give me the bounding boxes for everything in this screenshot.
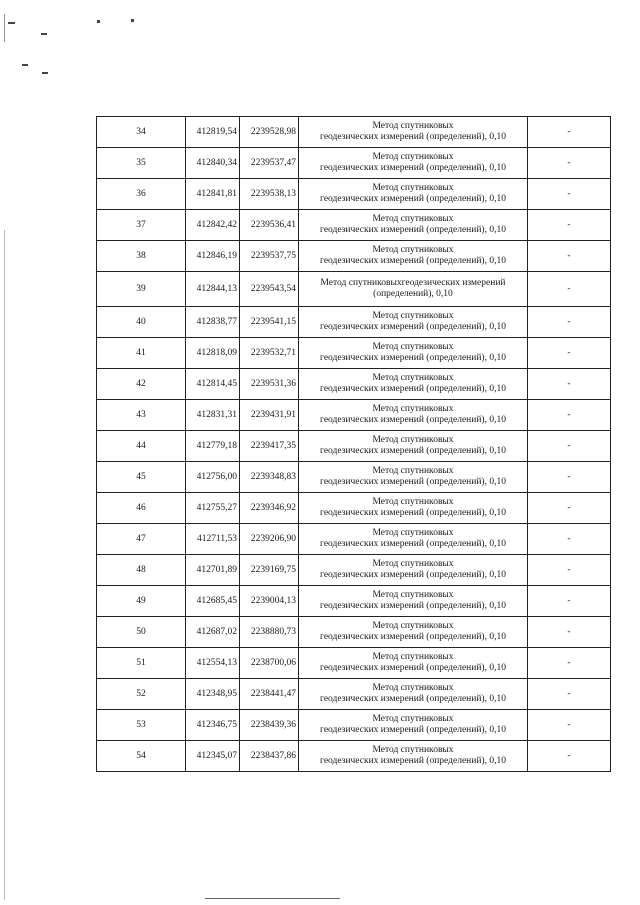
- table-row: [97, 679, 611, 710]
- x-coordinate-cell: 412701,89: [186, 555, 240, 586]
- table-body: [97, 117, 611, 772]
- method-line-2: геодезических измерений (определений), 0,10: [320, 756, 506, 766]
- method-cell: [299, 648, 528, 679]
- y-coordinate-cell: 2239206,90: [240, 524, 299, 555]
- table-row: [97, 555, 611, 586]
- method-line-2: геодезических измерений (определений), 0,10: [320, 663, 506, 673]
- y-coordinate-cell: 2239004,13: [240, 586, 299, 617]
- table-row: [97, 431, 611, 462]
- table-row: [97, 272, 611, 307]
- description-cell: -: [528, 117, 611, 148]
- y-coordinate-cell: 2239528,98: [240, 117, 299, 148]
- point-number-cell: 43: [97, 400, 186, 431]
- point-number-cell: 36: [97, 179, 186, 210]
- scan-speck: [8, 22, 15, 24]
- method-cell: [299, 307, 528, 338]
- description-cell: -: [528, 148, 611, 179]
- y-coordinate-cell: 2239537,47: [240, 148, 299, 179]
- point-number-cell: 46: [97, 493, 186, 524]
- y-coordinate-cell: 2239536,41: [240, 210, 299, 241]
- description-cell: -: [528, 272, 611, 307]
- table-row: [97, 400, 611, 431]
- description-cell: -: [528, 741, 611, 772]
- point-number-cell: 47: [97, 524, 186, 555]
- method-cell: [299, 369, 528, 400]
- point-number-cell: 40: [97, 307, 186, 338]
- scan-edge: [4, 14, 5, 42]
- method-line-1: Метод спутниковых: [372, 466, 454, 476]
- description-cell: -: [528, 679, 611, 710]
- method-line-2: геодезических измерений (определений), 0,10: [320, 446, 506, 456]
- y-coordinate-cell: 2238437,86: [240, 741, 299, 772]
- method-line-2: геодезических измерений (определений), 0,10: [320, 353, 506, 363]
- footer-line: [205, 898, 340, 899]
- y-coordinate-cell: 2239348,83: [240, 462, 299, 493]
- method-line-1: Метод спутниковых: [372, 214, 454, 224]
- method-line-1: Метод спутниковых: [372, 683, 454, 693]
- method-line-1: Метод спутниковых: [372, 311, 454, 321]
- table-row: [97, 338, 611, 369]
- method-cell: [299, 493, 528, 524]
- x-coordinate-cell: 412841,81: [186, 179, 240, 210]
- x-coordinate-cell: 412842,42: [186, 210, 240, 241]
- x-coordinate-cell: 412818,09: [186, 338, 240, 369]
- description-cell: -: [528, 369, 611, 400]
- method-cell: [299, 210, 528, 241]
- y-coordinate-cell: 2239541,15: [240, 307, 299, 338]
- method-line-2: геодезических измерений (определений), 0,10: [320, 256, 506, 266]
- point-number-cell: 35: [97, 148, 186, 179]
- table-row: [97, 586, 611, 617]
- method-line-2: геодезических измерений (определений), 0,10: [320, 694, 506, 704]
- point-number-cell: 52: [97, 679, 186, 710]
- scan-speck: [41, 33, 47, 35]
- method-line-2: геодезических измерений (определений), 0,10: [320, 225, 506, 235]
- method-cell: [299, 148, 528, 179]
- table-row: [97, 210, 611, 241]
- x-coordinate-cell: 412345,07: [186, 741, 240, 772]
- method-cell: [299, 710, 528, 741]
- method-line-1: Метод спутниковыхгеодезических измерений: [320, 278, 506, 288]
- method-line-1: Метод спутниковых: [372, 559, 454, 569]
- table-row: [97, 148, 611, 179]
- method-line-1: Метод спутниковых: [372, 652, 454, 662]
- y-coordinate-cell: 2238700,06: [240, 648, 299, 679]
- description-cell: -: [528, 586, 611, 617]
- description-cell: -: [528, 179, 611, 210]
- table-row: [97, 462, 611, 493]
- method-line-1: Метод спутниковых: [372, 152, 454, 162]
- method-line-1: Метод спутниковых: [372, 590, 454, 600]
- description-cell: -: [528, 462, 611, 493]
- y-coordinate-cell: 2239537,75: [240, 241, 299, 272]
- method-line-1: Метод спутниковых: [372, 183, 454, 193]
- method-line-1: Метод спутниковых: [372, 342, 454, 352]
- method-cell: [299, 272, 528, 307]
- scan-speck: [22, 64, 28, 66]
- table-row: [97, 710, 611, 741]
- point-number-cell: 48: [97, 555, 186, 586]
- method-line-2: геодезических измерений (определений), 0,10: [320, 415, 506, 425]
- scan-speck: [42, 72, 48, 74]
- method-line-2: геодезических измерений (определений), 0,10: [320, 163, 506, 173]
- method-cell: [299, 524, 528, 555]
- table-row: [97, 179, 611, 210]
- x-coordinate-cell: 412756,00: [186, 462, 240, 493]
- method-line-2: геодезических измерений (определений), 0,10: [320, 194, 506, 204]
- method-line-1: Метод спутниковых: [372, 404, 454, 414]
- description-cell: -: [528, 307, 611, 338]
- table-row: [97, 648, 611, 679]
- method-cell: [299, 338, 528, 369]
- method-line-2: геодезических измерений (определений), 0,10: [320, 570, 506, 580]
- method-line-2: (определений), 0,10: [373, 289, 453, 299]
- y-coordinate-cell: 2238439,36: [240, 710, 299, 741]
- method-cell: [299, 179, 528, 210]
- y-coordinate-cell: 2238441,47: [240, 679, 299, 710]
- method-cell: [299, 462, 528, 493]
- x-coordinate-cell: 412831,31: [186, 400, 240, 431]
- table-row: [97, 241, 611, 272]
- x-coordinate-cell: 412687,02: [186, 617, 240, 648]
- coordinates-table: [96, 116, 611, 772]
- scan-edge: [4, 230, 5, 900]
- x-coordinate-cell: 412755,27: [186, 493, 240, 524]
- method-line-2: геодезических измерений (определений), 0,10: [320, 508, 506, 518]
- point-number-cell: 44: [97, 431, 186, 462]
- table-row: [97, 307, 611, 338]
- table-row: [97, 493, 611, 524]
- method-cell: [299, 117, 528, 148]
- point-number-cell: 45: [97, 462, 186, 493]
- method-line-1: Метод спутниковых: [372, 245, 454, 255]
- y-coordinate-cell: 2239532,71: [240, 338, 299, 369]
- method-line-2: геодезических измерений (определений), 0,10: [320, 477, 506, 487]
- description-cell: -: [528, 648, 611, 679]
- y-coordinate-cell: 2238880,73: [240, 617, 299, 648]
- x-coordinate-cell: 412348,95: [186, 679, 240, 710]
- method-line-2: геодезических измерений (определений), 0,10: [320, 539, 506, 549]
- point-number-cell: 53: [97, 710, 186, 741]
- description-cell: -: [528, 710, 611, 741]
- x-coordinate-cell: 412685,45: [186, 586, 240, 617]
- method-cell: [299, 241, 528, 272]
- point-number-cell: 37: [97, 210, 186, 241]
- method-line-1: Метод спутниковых: [372, 373, 454, 383]
- method-line-1: Метод спутниковых: [372, 714, 454, 724]
- x-coordinate-cell: 412846,19: [186, 241, 240, 272]
- y-coordinate-cell: 2239538,13: [240, 179, 299, 210]
- point-number-cell: 39: [97, 272, 186, 307]
- method-line-2: геодезических измерений (определений), 0,10: [320, 632, 506, 642]
- x-coordinate-cell: 412554,13: [186, 648, 240, 679]
- point-number-cell: 50: [97, 617, 186, 648]
- point-number-cell: 34: [97, 117, 186, 148]
- point-number-cell: 54: [97, 741, 186, 772]
- method-cell: [299, 555, 528, 586]
- point-number-cell: 42: [97, 369, 186, 400]
- method-line-2: геодезических измерений (определений), 0,10: [320, 725, 506, 735]
- description-cell: -: [528, 555, 611, 586]
- table-row: [97, 617, 611, 648]
- description-cell: -: [528, 210, 611, 241]
- method-line-1: Метод спутниковых: [372, 497, 454, 507]
- method-cell: [299, 586, 528, 617]
- scan-speck: [131, 19, 134, 22]
- description-cell: -: [528, 493, 611, 524]
- x-coordinate-cell: 412814,45: [186, 369, 240, 400]
- point-number-cell: 51: [97, 648, 186, 679]
- y-coordinate-cell: 2239431,91: [240, 400, 299, 431]
- description-cell: -: [528, 431, 611, 462]
- y-coordinate-cell: 2239417,35: [240, 431, 299, 462]
- method-line-1: Метод спутниковых: [372, 621, 454, 631]
- scan-speck: [97, 20, 100, 23]
- method-line-2: геодезических измерений (определений), 0,10: [320, 132, 506, 142]
- description-cell: -: [528, 338, 611, 369]
- point-number-cell: 49: [97, 586, 186, 617]
- y-coordinate-cell: 2239169,75: [240, 555, 299, 586]
- point-number-cell: 38: [97, 241, 186, 272]
- method-cell: [299, 400, 528, 431]
- method-cell: [299, 741, 528, 772]
- x-coordinate-cell: 412844,13: [186, 272, 240, 307]
- description-cell: -: [528, 241, 611, 272]
- point-number-cell: 41: [97, 338, 186, 369]
- description-cell: -: [528, 617, 611, 648]
- y-coordinate-cell: 2239346,92: [240, 493, 299, 524]
- x-coordinate-cell: 412346,75: [186, 710, 240, 741]
- method-cell: [299, 617, 528, 648]
- method-line-2: геодезических измерений (определений), 0,10: [320, 601, 506, 611]
- method-line-2: геодезических измерений (определений), 0,10: [320, 384, 506, 394]
- method-line-1: Метод спутниковых: [372, 528, 454, 538]
- x-coordinate-cell: 412838,77: [186, 307, 240, 338]
- description-cell: -: [528, 524, 611, 555]
- x-coordinate-cell: 412819,54: [186, 117, 240, 148]
- x-coordinate-cell: 412779,18: [186, 431, 240, 462]
- x-coordinate-cell: 412840,34: [186, 148, 240, 179]
- table-row: [97, 741, 611, 772]
- method-line-1: Метод спутниковых: [372, 121, 454, 131]
- method-line-2: геодезических измерений (определений), 0,10: [320, 322, 506, 332]
- y-coordinate-cell: 2239543,54: [240, 272, 299, 307]
- method-cell: [299, 431, 528, 462]
- method-line-1: Метод спутниковых: [372, 745, 454, 755]
- method-cell: [299, 679, 528, 710]
- table-row: [97, 117, 611, 148]
- y-coordinate-cell: 2239531,36: [240, 369, 299, 400]
- table-row: [97, 524, 611, 555]
- table-row: [97, 369, 611, 400]
- description-cell: -: [528, 400, 611, 431]
- method-line-1: Метод спутниковых: [372, 435, 454, 445]
- x-coordinate-cell: 412711,53: [186, 524, 240, 555]
